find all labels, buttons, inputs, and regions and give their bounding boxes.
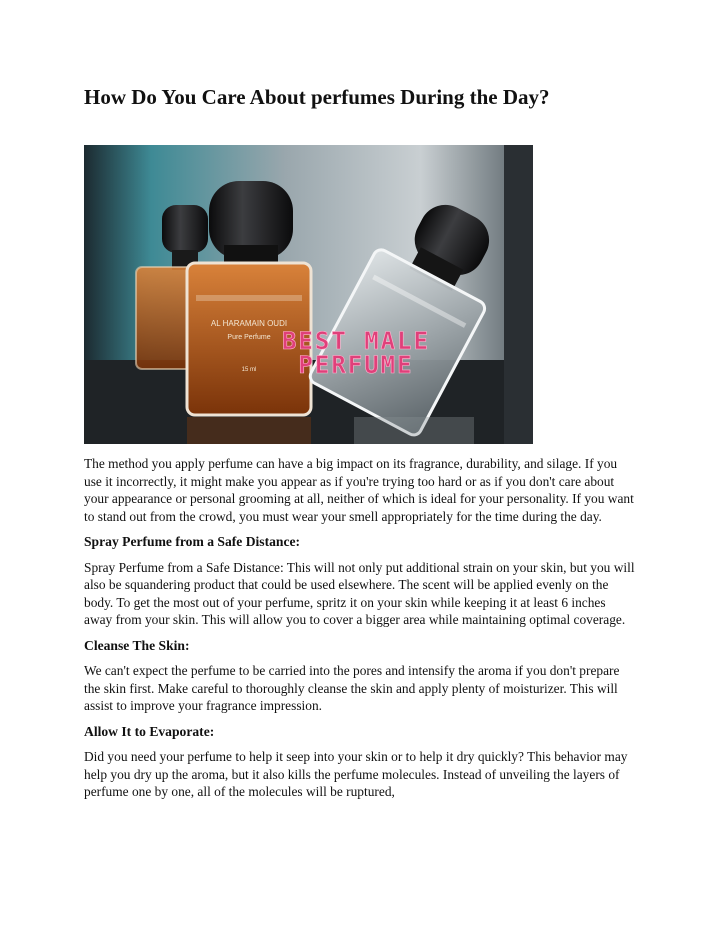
watermark	[282, 327, 430, 379]
bottle-sub-label: Pure Perfume	[227, 334, 271, 341]
bottle-brand-label: AL HARAMAIN OUDI	[210, 319, 288, 328]
watermark-line-2: PERFUME	[298, 351, 414, 379]
section-text-cleanse: We can't expect the perfume to be carried into the pores and intensify the aroma if you don't prepare the skin first. Make careful to thoroughly cleanse the skin and apply plenty of moisturizer. This will assist to improve your fragrance impression.	[84, 663, 620, 713]
section-heading-cleanse: Cleanse The Skin:	[84, 637, 190, 653]
page-title: How Do You Care About perfumes During the Day?	[84, 85, 550, 109]
perfume-photo	[84, 145, 533, 444]
section-heading-spray: Spray Perfume from a Safe Distance:	[84, 534, 301, 549]
section-text-evaporate: Did you need your perfume to help it seep into your skin or to help it dry quickly? This behavior may help you dry up the aroma, but it also kills the perfume molecules. Instead of unveiling the layers of perfume one by one, all of the molecules will be ruptured,	[84, 749, 628, 799]
bottle-volume-label: 15 ml	[241, 367, 257, 373]
watermark-line-1: BEST MALE	[281, 327, 431, 355]
intro-paragraph: The method you apply perfume can have a big impact on its fragrance, durability, and silage. If you use it incorrectly, it might make you appear as if you're trying too hard or as if you don't care about your appearance or personal grooming at all, neither of which is ideal for your personality. If you want to stand out from the crowd, you must wear your smell appropriately for the time during the day.	[84, 456, 634, 524]
section-heading-evaporate: Allow It to Evaporate:	[84, 723, 215, 739]
article-body	[84, 455, 636, 809]
section-text-spray: Spray Perfume from a Safe Distance: This will not only put additional strain on your skin, but you will also be squandering product that could be used elsewhere. The scent will be applied evenly on the body. To get the most out of your perfume, spritz it on your skin while keeping it at least 6 inches away from your skin. This will allow you to cover a bigger area while maintaining optimal coverage.	[84, 559, 635, 627]
